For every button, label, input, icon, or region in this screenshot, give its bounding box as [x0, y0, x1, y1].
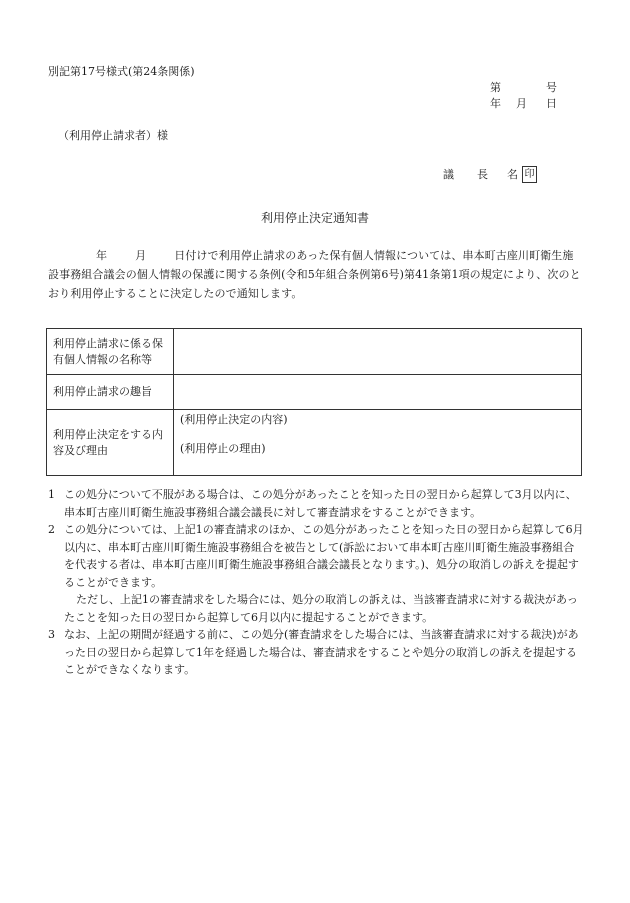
number-label: 第	[490, 81, 501, 94]
chair-label-2: 長	[477, 167, 488, 181]
note-number: 1	[48, 488, 55, 501]
note-item	[48, 626, 584, 679]
body-year: 年	[96, 249, 108, 262]
month-label: 月	[516, 97, 527, 110]
year-label: 年	[490, 97, 501, 110]
name-label: 名	[507, 167, 518, 181]
document-number-line	[490, 80, 557, 96]
note-text: なお、上記の期間が経過する前に、この処分(審査請求をした場合には、当該審査請求に対する裁決)があった日の翌日から起算して1年を経過した場合は、審査請求をすることや処分の取消しの訴えを提起することができなくなります。	[64, 628, 579, 676]
info-table	[46, 328, 582, 476]
decision-reason-label: (利用停止の理由)	[180, 441, 266, 455]
row1-label: 利用停止請求に係る保有個人情報の名称等	[47, 329, 174, 375]
document-title: 利用停止決定通知書	[260, 211, 369, 225]
note-item	[48, 521, 584, 626]
decision-content-label: (利用停止決定の内容)	[180, 413, 288, 426]
notes	[48, 486, 584, 679]
note-number: 2	[48, 523, 55, 536]
table-row	[47, 329, 582, 375]
seal-mark: 印	[522, 166, 537, 183]
note-item	[48, 486, 584, 521]
row3-value	[174, 410, 582, 476]
row3-label: 利用停止決定をする内容及び理由	[47, 410, 174, 476]
table-row	[47, 375, 582, 410]
note-proviso: ただし、上記1の審査請求をした場合には、処分の取消しの訴えは、当該審査請求に対する裁決があったことを知った日の翌日から起算して6月以内に提起することができます。	[64, 593, 578, 624]
addressee: （利用停止請求者）様	[58, 129, 168, 142]
table-row	[47, 410, 582, 476]
date-line	[490, 96, 557, 112]
note-text: この処分について不服がある場合は、この処分があったことを知った日の翌日から起算して3月以内に、串本町古座川町衛生施設事務組合議会議長に対して審査請求をすることができます。	[64, 488, 577, 519]
number-suffix: 号	[546, 81, 557, 94]
day-label: 日	[546, 97, 557, 110]
row1-value	[174, 329, 582, 375]
row2-value	[174, 375, 582, 410]
sender-signature	[443, 166, 537, 183]
row2-label: 利用停止請求の趣旨	[47, 375, 174, 410]
chair-label-1: 議	[443, 167, 454, 181]
body-month: 月	[135, 249, 147, 262]
body-text: 日付けで利用停止請求のあった保有個人情報については、串本町古座川町衛生施設事務組合議会の個人情報の保護に関する条例(令和5年組合条例第6号)第41条第1項の規定により、次のとおり利用停止することに決定したので通知します。	[48, 249, 581, 300]
note-text: この処分については、上記1の審査請求のほか、この処分があったことを知った日の翌日から起算して6月以内に、串本町古座川町衛生施設事務組合を被告として(訴訟において串本町古座川町衛生施設事務組合を代表する者は、串本町古座川町衛生施設事務組合議会議長となります。)、処分の取消しの訴えを提起することができます。	[64, 523, 584, 589]
form-number: 別記第17号様式(第24条関係)	[48, 65, 195, 78]
body-paragraph	[48, 246, 584, 303]
note-number: 3	[48, 628, 55, 641]
